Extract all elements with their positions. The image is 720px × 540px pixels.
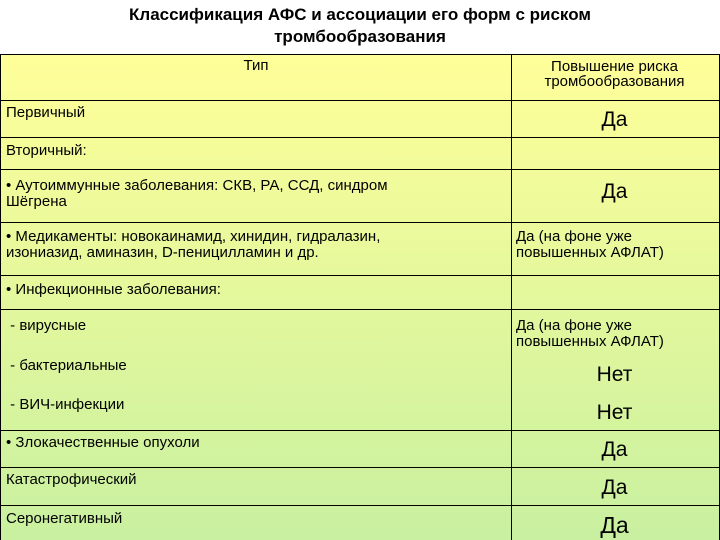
table-row xyxy=(1,467,719,505)
row-type-line-1: • Медикаменты: новокаинамид, хинидин, гидралазин, xyxy=(6,228,381,245)
row-risk: Нет xyxy=(596,401,633,424)
row-risk xyxy=(516,318,664,350)
row-type: - бактериальные xyxy=(6,357,127,374)
row-type: Первичный xyxy=(6,104,86,121)
row-risk: Да xyxy=(601,108,628,131)
header-risk-line-1: Повышение риска xyxy=(551,58,678,75)
row-risk-cell xyxy=(511,392,717,430)
row-type xyxy=(6,178,501,210)
row-risk-cell xyxy=(511,170,717,222)
row-risk: Да xyxy=(601,438,628,461)
row-type: Серонегативный xyxy=(6,510,123,527)
title-line-2: тромбообразования xyxy=(274,27,446,46)
row-risk-line-1: Да (на фоне уже xyxy=(516,228,632,245)
row-risk-cell xyxy=(511,138,717,169)
row-risk-line-1: Да (на фоне уже xyxy=(516,317,632,334)
row-risk-cell xyxy=(511,223,717,275)
row-risk-line-2: повышенных АФЛАТ) xyxy=(516,244,664,261)
header-risk-cell xyxy=(511,55,717,100)
row-risk-cell xyxy=(511,506,717,540)
header-risk xyxy=(512,59,717,89)
row-type-line-1: • Аутоиммунные заболевания: СКВ, РА, ССД, синдром xyxy=(6,177,388,194)
table-row xyxy=(1,137,719,169)
header-type: Тип xyxy=(243,57,269,74)
row-risk-cell xyxy=(511,431,717,467)
table-header-row xyxy=(1,54,719,100)
row-type: • Инфекционные заболевания: xyxy=(6,281,221,298)
row-type: • Злокачественные опухоли xyxy=(6,434,200,451)
row-risk-cell xyxy=(511,276,717,309)
row-risk-cell xyxy=(511,468,717,505)
slide-title xyxy=(40,4,680,48)
row-type: Катастрофический xyxy=(6,471,137,488)
row-type xyxy=(6,229,501,261)
table-row xyxy=(1,505,719,540)
table-row xyxy=(1,222,719,275)
row-risk: Да xyxy=(601,180,628,203)
table-row xyxy=(1,430,719,467)
table-row xyxy=(1,392,719,430)
row-risk-cell xyxy=(511,310,717,354)
classification-table xyxy=(0,54,720,540)
row-type: - вирусные xyxy=(6,317,87,334)
table-row xyxy=(1,100,719,137)
row-risk: Да xyxy=(601,476,628,499)
table-row xyxy=(1,275,719,309)
table-row xyxy=(1,354,719,392)
row-risk: Да xyxy=(600,512,629,538)
row-risk-cell xyxy=(511,101,717,137)
header-risk-line-2: тромбообразования xyxy=(544,73,685,90)
row-type-line-2: изониазид, аминазин, D-пеницилламин и др. xyxy=(6,244,319,261)
row-risk: Нет xyxy=(596,363,633,386)
row-risk xyxy=(516,229,664,261)
table-row xyxy=(1,309,719,354)
row-type: - ВИЧ-инфекции xyxy=(6,396,125,413)
row-type: Вторичный: xyxy=(6,142,87,159)
title-line-1: Классификация АФС и ассоциации его форм с риском xyxy=(129,5,591,24)
table-row xyxy=(1,169,719,222)
row-type-line-2: Шёгрена xyxy=(6,193,67,210)
row-risk-line-2: повышенных АФЛАТ) xyxy=(516,333,664,350)
row-risk-cell xyxy=(511,354,717,392)
